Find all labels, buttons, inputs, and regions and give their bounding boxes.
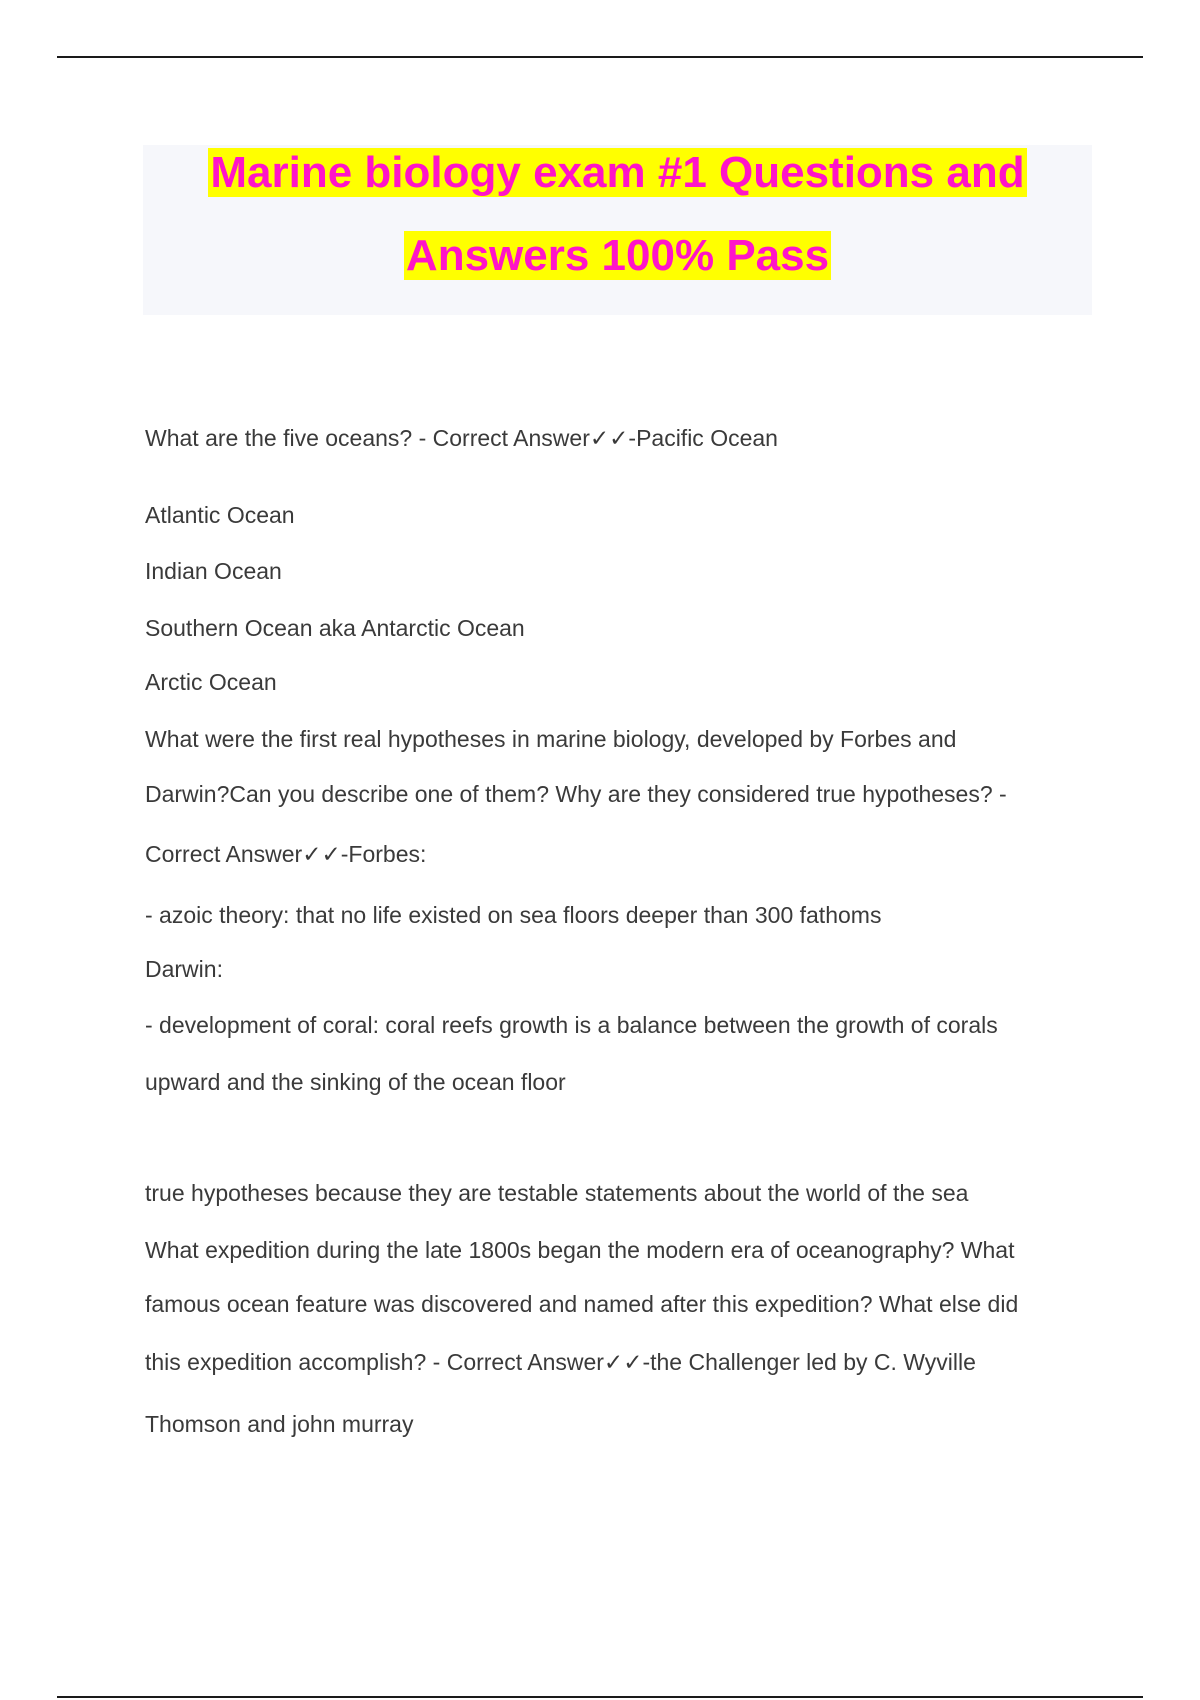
- title-highlight-1: Marine biology exam #1 Questions and: [210, 148, 1025, 197]
- text-line: Correct Answer✓✓-Forbes:: [145, 841, 427, 867]
- text-line: upward and the sinking of the ocean floor: [145, 1069, 566, 1095]
- title-highlight-2: Answers 100% Pass: [405, 231, 830, 280]
- text-line: famous ocean feature was discovered and named after this expedition? What else did: [145, 1291, 1019, 1317]
- title-box: [143, 145, 1092, 315]
- text-line: - azoic theory: that no life existed on sea floors deeper than 300 fathoms: [145, 902, 882, 928]
- text-line: What expedition during the late 1800s began the modern era of oceanography? What: [145, 1237, 1015, 1263]
- text-line: Darwin?Can you describe one of them? Why are they considered true hypotheses? -: [145, 781, 1007, 807]
- title-line-1: [143, 145, 1092, 201]
- top-rule: [57, 56, 1143, 58]
- text-line: this expedition accomplish? - Correct Answer✓✓-the Challenger led by C. Wyville: [145, 1349, 976, 1375]
- text-line: What were the first real hypotheses in marine biology, developed by Forbes and: [145, 726, 957, 752]
- text-line: Darwin:: [145, 956, 223, 982]
- text-line: Arctic Ocean: [145, 669, 277, 695]
- text-line: Atlantic Ocean: [145, 502, 295, 528]
- text-line: Indian Ocean: [145, 558, 282, 584]
- text-line: What are the five oceans? - Correct Answer✓✓-Pacific Ocean: [145, 425, 778, 451]
- text-line: true hypotheses because they are testable statements about the world of the sea: [145, 1180, 969, 1206]
- text-line: Thomson and john murray: [145, 1411, 414, 1437]
- text-line: - development of coral: coral reefs growth is a balance between the growth of corals: [145, 1012, 998, 1038]
- title-line-2: [143, 228, 1092, 284]
- text-line: Southern Ocean aka Antarctic Ocean: [145, 615, 525, 641]
- bottom-rule: [57, 1696, 1143, 1698]
